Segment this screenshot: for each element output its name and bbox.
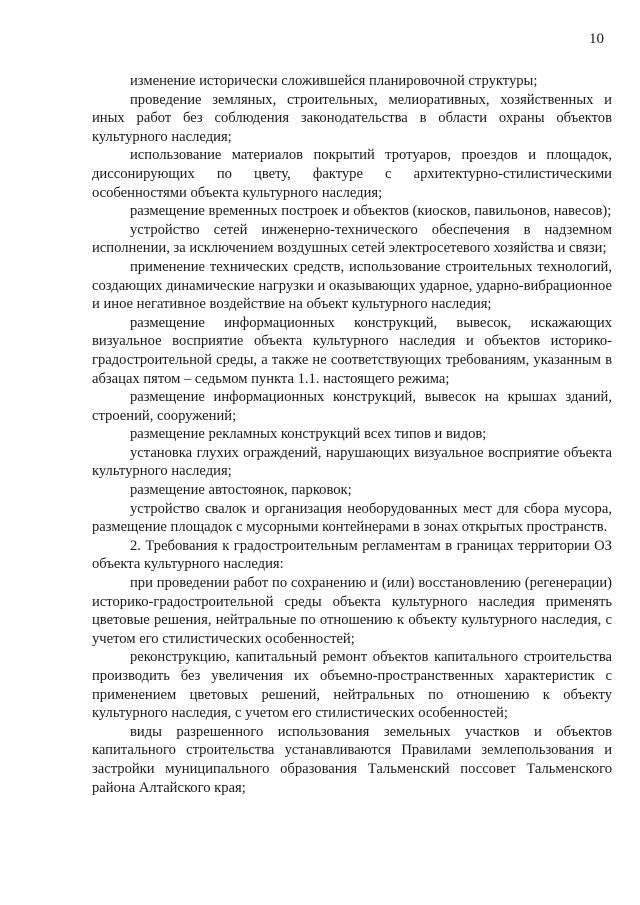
paragraph: размещение рекламных конструкций всех типов и видов; bbox=[130, 426, 487, 443]
page-number: 10 bbox=[589, 31, 604, 47]
paragraph: виды разрешенного использования земельных участков и объектов капитального строительства устанавливаются Правилами землепользования и застройки муниципального образования Тальменский поссовет Тальменского района Алтайского края; bbox=[92, 723, 612, 796]
paragraph: установка глухих ограждений, нарушающих визуальное восприятие объекта культурного наследия; bbox=[92, 444, 612, 480]
section-heading-paragraph: 2. Требования к градостроительным регламентам в границах территории ОЗ объекта культурного наследия: bbox=[92, 537, 612, 573]
paragraph: применение технических средств, использование строительных технологий, создающих динамические нагрузки и оказывающих ударное, ударно-вибрационное и иное негативное воздействие на объект культурного наследия; bbox=[92, 258, 612, 313]
paragraph: при проведении работ по сохранению и (или) восстановлению (регенерации) историко-градостроительной среды объекта культурного наследия применять цветовые решения, нейтральные по отношению к объекту культурного наследия, с учетом его стилистических особенностей; bbox=[92, 575, 612, 647]
document-body bbox=[92, 72, 612, 797]
paragraph: реконструкцию, капитальный ремонт объектов капитального строительства производить без увеличения их объемно-пространственных характеристик с применением цветовых решений, нейтральных по отношению к объекту культурного наследия, с учетом его стилистических особенностей; bbox=[92, 649, 612, 722]
paragraph: устройство свалок и организация необорудованных мест для сбора мусора, размещение площадок с мусорными контейнерами в зонах открытых пространств. bbox=[92, 500, 612, 536]
paragraph: использование материалов покрытий тротуаров, проездов и площадок, диссонирующих по цвету, фактуре с архитектурно-стилистическими особенностями объекта культурного наследия; bbox=[92, 147, 612, 201]
paragraph: изменение исторически сложившейся планировочной структуры; bbox=[130, 73, 538, 89]
paragraph: размещение информационных конструкций, вывесок на крышах зданий, строений, сооружений; bbox=[92, 389, 612, 424]
paragraph: устройство сетей инженерно-технического обеспечения в надземном исполнении, за исключением воздушных сетей электросетевого хозяйства и связи; bbox=[92, 221, 612, 257]
paragraph: размещение информационных конструкций, вывесок, искажающих визуальное восприятие объекта культурного наследия и объектов историко-градостроительной среды, а также не соответствующих требованиям, указанным в абзацах пятом – седьмом пункта 1.1. настоящего режима; bbox=[92, 314, 612, 387]
paragraph: размещение автостоянок, парковок; bbox=[130, 482, 352, 499]
paragraph: размещение временных построек и объектов (киосков, павильонов, навесов); bbox=[130, 203, 612, 220]
paragraph: проведение земляных, строительных, мелиоративных, хозяйственных и иных работ без соблюдения законодательства в области охраны объектов культурного наследия; bbox=[92, 91, 612, 145]
